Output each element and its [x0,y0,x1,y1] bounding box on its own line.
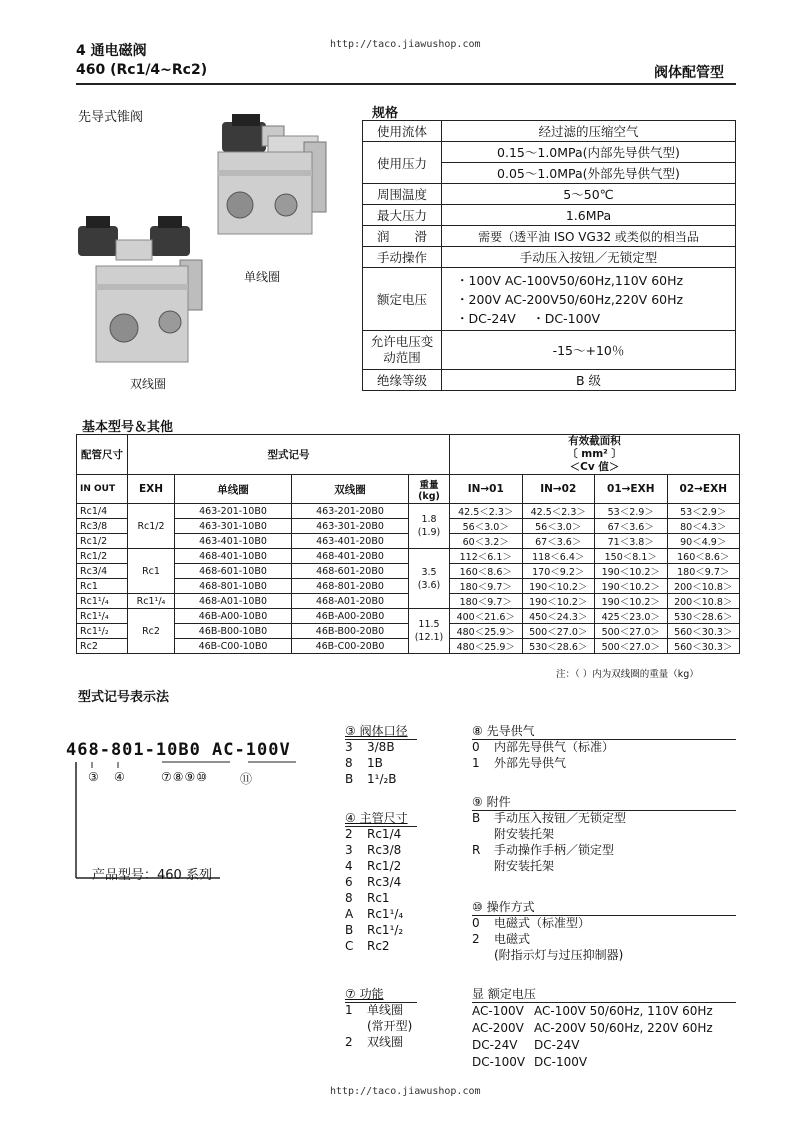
table-row [77,504,740,519]
section-port-size [345,723,408,787]
cell-02-exh: 53＜2.9＞ [667,504,740,519]
header-single: 单线圈 [175,475,292,504]
table-row [77,609,740,624]
header-area: 有效截面积 [568,435,621,447]
item-label: Rc3/4 [367,875,402,889]
item-label: DC-24V [534,1038,580,1052]
cell-pipe: Rc1/4 [77,504,128,519]
double-coil-label: 双线圈 [130,377,167,391]
images-section-label: 先导式锥阀 [78,110,144,125]
item-label: 外部先导供气 [494,756,567,770]
item-code: DC-24V [472,1038,518,1052]
weight-single: 3.5 [421,566,437,578]
item-label: 电磁式 [494,932,531,946]
cell-pipe: Rc2 [77,639,128,654]
item-label: AC-100V 50/60Hz, 110V 60Hz [534,1004,713,1018]
item-label: DC-100V [534,1055,588,1069]
item-code: DC-100V [472,1055,526,1069]
single-coil-label: 单线圈 [244,270,281,284]
cell-double: 463-401-20B0 [292,534,409,549]
header-cv: ＜Cv 值＞ [569,461,620,473]
spec-row [363,268,736,331]
spec-voltage-line: ・DC-24V ・DC-100V [456,310,601,326]
list-item [345,1002,412,1018]
header-in-02: IN→02 [522,475,595,504]
cell-in-01: 480＜25.9＞ [450,639,523,654]
cell-double: 468-401-20B0 [292,549,409,564]
cell-01-exh: 190＜10.2＞ [595,579,668,594]
item-code: 3 [345,843,353,857]
item-code: A [345,907,354,921]
list-item [345,739,408,755]
spec-voltage-line: ・100V AC-100V50/60Hz,110V 60Hz [456,272,684,288]
spec-value: 0.15～1.0MPa(内部先导供气型) [442,142,736,163]
spec-row [363,331,736,370]
item-label: 1B [367,756,383,770]
cell-single: 463-201-10B0 [175,504,292,519]
item-code: AC-200V [472,1021,524,1035]
weight-double: (3.6) [417,579,441,591]
section-title: ⑨ 附件 [472,795,511,809]
item-label: 1¹/₂B [367,772,397,786]
list-item [345,842,408,858]
table-row [77,519,740,534]
cell-single: 463-401-10B0 [175,534,292,549]
item-label: Rc1¹/₄ [367,907,404,921]
section-pilot-supply [472,723,614,771]
item-code: 8 [345,891,353,905]
header-rule [76,83,736,85]
list-item [472,842,626,858]
spec-key: 额定电压 [363,268,442,331]
spec-key: 使用流体 [363,121,442,142]
model-table [76,434,740,654]
list-item [472,810,626,826]
item-label: Rc1/2 [367,859,402,873]
item-code: 2 [472,932,480,946]
section-underline [472,739,736,740]
spec-title: 规格 [372,106,399,121]
section-title: ⑦ 功能 [345,987,384,1001]
cell-single: 463-301-10B0 [175,519,292,534]
cell-pipe: Rc1 [77,579,128,594]
cell-02-exh: 90＜4.9＞ [667,534,740,549]
cell-01-exh: 190＜10.2＞ [595,564,668,579]
header-weight: 重量(kg) [409,475,450,504]
header-02-exh: 02→EXH [667,475,740,504]
item-label: 电磁式（标准型） [494,916,591,930]
spec-value: B 级 [442,370,736,391]
item-label: 双线圈 [367,1035,404,1049]
item-label: (常开型) [367,1019,413,1033]
model-code: 468-801-10B0 AC-100V [66,740,291,760]
cell-double: 468-801-20B0 [292,579,409,594]
section-title: ⑩ 操作方式 [472,900,535,914]
spec-row [363,121,736,142]
mark-4: ④ [114,770,125,784]
title-line1: 4 通电磁阀 [76,43,147,59]
cell-double: 463-301-20B0 [292,519,409,534]
cell-02-exh: 80＜4.3＞ [667,519,740,534]
cell-01-exh: 425＜23.0＞ [595,609,668,624]
cell-double: 468-A01-20B0 [292,594,409,609]
cell-single: 468-601-10B0 [175,564,292,579]
spec-row [363,142,736,163]
spec-key: 润 滑 [363,226,442,247]
item-code: AC-100V [472,1004,524,1018]
item-code: R [472,843,481,857]
spec-key: 允许电压变动范围 [363,331,442,370]
item-label: 附安装托架 [494,859,555,873]
cell-02-exh: 530＜28.6＞ [667,609,740,624]
list-item [472,1054,713,1071]
cell-in-01: 480＜25.9＞ [450,624,523,639]
cell-in-01: 112＜6.1＞ [450,549,523,564]
models-title: 基本型号＆其他 [82,420,174,435]
item-code: 4 [345,859,353,873]
cell-in-02: 170＜9.2＞ [522,564,595,579]
cell-in-01: 160＜8.6＞ [450,564,523,579]
cell-single: 46B-C00-10B0 [175,639,292,654]
item-code: C [345,939,354,953]
item-label: Rc2 [367,939,390,953]
cell-01-exh: 150＜8.1＞ [595,549,668,564]
spec-key: 周围温度 [363,184,442,205]
spec-row [363,226,736,247]
list-item [472,947,623,963]
cell-02-exh: 200＜10.8＞ [667,579,740,594]
table-row [77,534,740,549]
spec-value: 经过滤的压缩空气 [442,121,736,142]
item-code: B [472,811,481,825]
section-operation [472,899,623,963]
item-code: 0 [472,740,480,754]
spec-value: 0.05～1.0MPa(外部先导供气型) [442,163,736,184]
list-item [472,915,623,931]
table-row [77,639,740,654]
mark-11: ⑪ [240,772,253,786]
cell-single: 46B-B00-10B0 [175,624,292,639]
spec-key: 手动操作 [363,247,442,268]
header-01-exh: 01→EXH [595,475,668,504]
cell-02-exh: 560＜30.3＞ [667,624,740,639]
item-code: 3 [345,740,353,754]
spec-row [363,184,736,205]
table-row [77,549,740,564]
item-label: 附安装托架 [494,827,555,841]
mark-3: ③ [88,770,99,784]
cell-pipe: Rc1/2 [77,534,128,549]
table-row [77,594,740,609]
cell-single: 46B-A00-10B0 [175,609,292,624]
list-item [345,890,408,906]
cell-weight [409,549,450,609]
weight-note: 注：（ ）内为双线圈的重量（kg） [556,669,699,680]
title-right: 阀体配管型 [654,65,724,81]
cell-weight [409,504,450,549]
header-in-01: IN→01 [450,475,523,504]
weight-single: 1.8 [421,514,437,525]
cell-pipe: Rc3/8 [77,519,128,534]
section-underline [472,810,736,811]
spec-key: 绝缘等级 [363,370,442,391]
product-series: 产品型号：460 系列 [92,868,212,883]
list-item [345,858,408,874]
item-label: Rc3/8 [367,843,402,857]
item-code: 1 [345,1003,353,1017]
cell-in-02: 42.5＜2.3＞ [522,504,595,519]
item-code: 1 [472,756,480,770]
item-code: 8 [345,756,353,770]
table-row [77,624,740,639]
list-item [472,755,614,771]
cell-in-02: 450＜24.3＞ [522,609,595,624]
section-accessory [472,794,626,874]
item-code: 6 [345,875,353,889]
list-item [472,1020,713,1037]
bottom-url[interactable]: http://taco.jiawushop.com [330,1086,481,1097]
item-label: 手动压入按钮／无锁定型 [494,811,627,825]
section-function [345,986,412,1050]
cell-01-exh: 500＜27.0＞ [595,639,668,654]
section-rated-voltage [472,986,713,1071]
cell-in-01: 56＜3.0＞ [450,519,523,534]
mark-7-10: ⑦⑧⑨⑩ [161,770,209,784]
cell-pipe: Rc1¹/₄ [77,594,128,609]
item-label: Rc1/4 [367,827,402,841]
list-item [345,922,408,938]
section-underline [472,915,736,916]
table-row [77,564,740,579]
cell-01-exh: 190＜10.2＞ [595,594,668,609]
spec-voltage-cell [442,268,736,331]
cell-02-exh: 160＜8.6＞ [667,549,740,564]
section-underline [345,826,417,827]
cell-02-exh: 180＜9.7＞ [667,564,740,579]
list-item [345,755,408,771]
cell-02-exh: 560＜30.3＞ [667,639,740,654]
cell-in-02: 190＜10.2＞ [522,594,595,609]
list-item [345,874,408,890]
cell-in-02: 56＜3.0＞ [522,519,595,534]
spec-value: 5～50℃ [442,184,736,205]
cell-exh: Rc1¹/₄ [128,594,175,609]
spec-table [362,120,736,391]
cell-double: 468-601-20B0 [292,564,409,579]
cell-double: 46B-C00-20B0 [292,639,409,654]
spec-key: 最大压力 [363,205,442,226]
cell-01-exh: 67＜3.6＞ [595,519,668,534]
cell-in-01: 60＜3.2＞ [450,534,523,549]
item-code: B [345,923,354,937]
list-item [345,906,408,922]
spec-value: 手动压入按钮／无锁定型 [442,247,736,268]
list-item [472,858,626,874]
cell-pipe: Rc1¹/₄ [77,609,128,624]
cell-exh: Rc1 [128,549,175,594]
cell-pipe: Rc1¹/₂ [77,624,128,639]
list-item [345,771,408,787]
item-label: 内部先导供气（标准） [494,740,615,754]
section-title: ③ 阀体口径 [345,724,408,738]
top-url[interactable]: http://taco.jiawushop.com [330,39,481,50]
item-label: AC-200V 50/60Hz, 220V 60Hz [534,1021,713,1035]
cell-in-02: 118＜6.4＞ [522,549,595,564]
title-line2: 460 (Rc1/4~Rc2) [76,62,208,78]
weight-single: 11.5 [418,619,440,630]
table-row [77,579,740,594]
cell-single: 468-401-10B0 [175,549,292,564]
cell-in-02: 530＜28.6＞ [522,639,595,654]
header-area-unit: 〔 mm² 〕 [567,448,622,460]
list-item [345,938,408,954]
header-model: 型式记号 [128,435,450,475]
section-underline [472,1002,736,1003]
item-code: 2 [345,1035,353,1049]
notation-title: 型式记号表示法 [78,690,170,705]
cell-double: 46B-B00-20B0 [292,624,409,639]
item-label: 单线圈 [367,1003,404,1017]
cell-weight [409,609,450,654]
cell-02-exh: 200＜10.8＞ [667,594,740,609]
double-coil-valve-image [72,210,212,370]
weight-double: (12.1) [414,632,444,643]
cell-in-02: 67＜3.6＞ [522,534,595,549]
list-item [345,1018,412,1034]
model-subheader-row [77,475,740,504]
cell-exh: Rc1/2 [128,504,175,549]
list-item [472,826,626,842]
header-exh: EXH [128,475,175,504]
list-item [345,826,408,842]
spec-row [363,370,736,391]
list-item [472,1003,713,1020]
model-header-row [77,435,740,475]
cell-pipe: Rc3/4 [77,564,128,579]
item-label: Rc1¹/₂ [367,923,404,937]
spec-value: 1.6MPa [442,205,736,226]
cell-in-01: 180＜9.7＞ [450,579,523,594]
cell-pipe: Rc1/2 [77,549,128,564]
list-item [472,1037,713,1054]
list-item [472,739,614,755]
spec-row [363,247,736,268]
cell-01-exh: 53＜2.9＞ [595,504,668,519]
cell-in-01: 42.5＜2.3＞ [450,504,523,519]
section-underline [345,1002,417,1003]
section-title: ⑧ 先导供气 [472,724,535,738]
item-code: 2 [345,827,353,841]
cell-in-01: 180＜9.7＞ [450,594,523,609]
list-item [345,1034,412,1050]
item-code: B [345,772,354,786]
cell-single: 468-801-10B0 [175,579,292,594]
spec-value: 需要（透平油 ISO VG32 或类似的相当品 [442,226,736,247]
list-item [472,931,623,947]
cell-01-exh: 500＜27.0＞ [595,624,668,639]
section-title: ④ 主管尺寸 [345,811,408,825]
cell-double: 46B-A00-20B0 [292,609,409,624]
cell-01-exh: 71＜3.8＞ [595,534,668,549]
cell-in-02: 500＜27.0＞ [522,624,595,639]
item-code: 0 [472,916,480,930]
item-label: (附指示灯与过压抑制器) [494,948,624,962]
item-label: 手动操作手柄／锁定型 [494,843,615,857]
spec-voltage-line: ・200V AC-200V50/60Hz,220V 60Hz [456,291,684,307]
item-label: Rc1 [367,891,390,905]
item-label: 3/8B [367,740,395,754]
section-underline [345,739,417,740]
header-area-cell [450,435,740,475]
section-main-pipe [345,810,408,954]
header-in-out: IN OUT [77,475,128,504]
section-title: 显 额定电压 [472,987,536,1001]
header-pipe: 配管尺寸 [77,435,128,475]
header-double: 双线圈 [292,475,409,504]
single-coil-valve-image [208,110,338,250]
cell-exh: Rc2 [128,609,175,654]
cell-double: 463-201-20B0 [292,504,409,519]
weight-double: (1.9) [417,527,441,538]
cell-in-01: 400＜21.6＞ [450,609,523,624]
cell-in-02: 190＜10.2＞ [522,579,595,594]
spec-row [363,205,736,226]
spec-value: -15～+10％ [442,331,736,370]
cell-single: 468-A01-10B0 [175,594,292,609]
spec-key: 使用压力 [363,142,442,184]
